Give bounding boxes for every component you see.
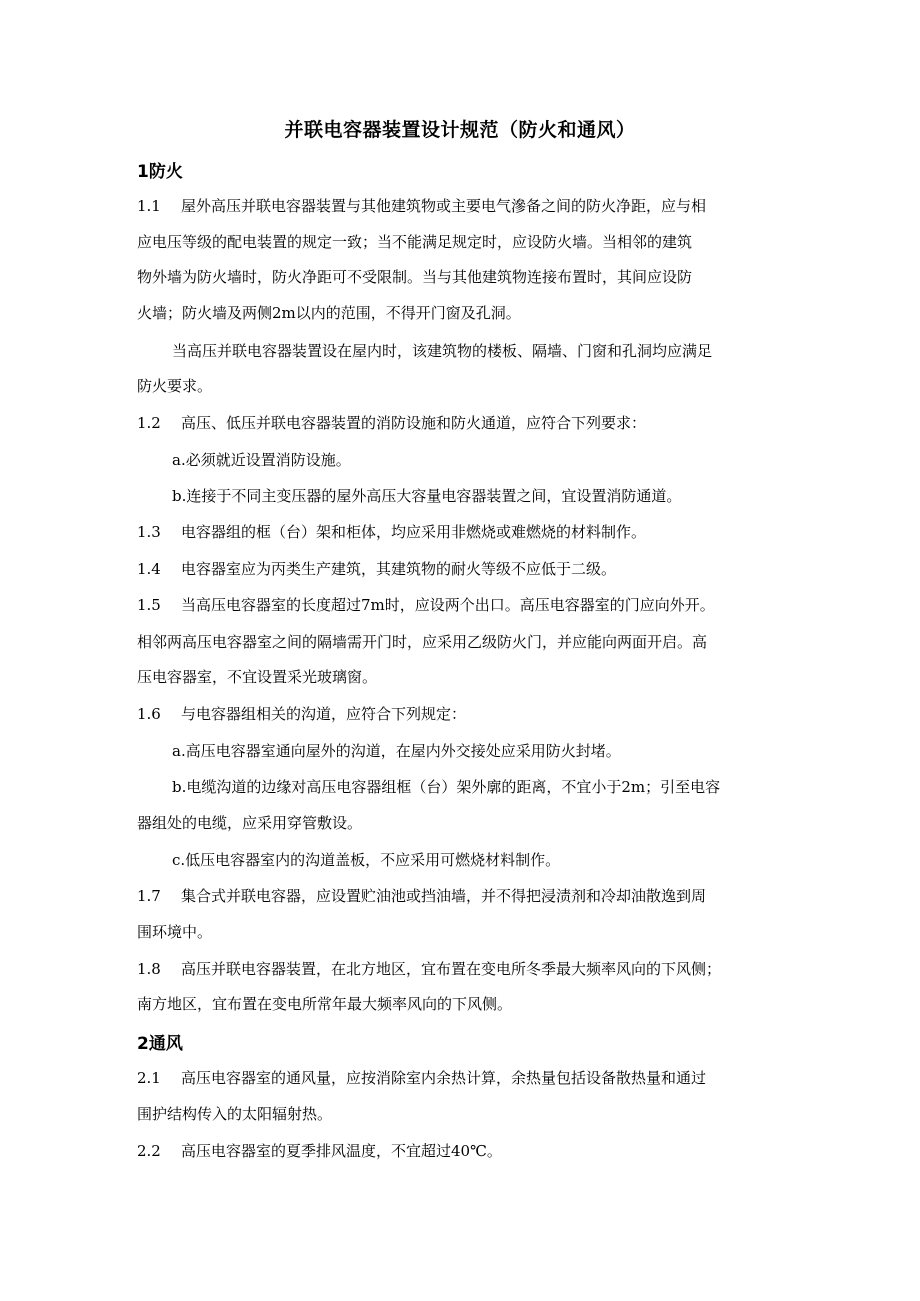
clause-1-2-item-b: b.连接于不同主变压器的屋外高压大容量电容器装置之间，宜设置消防通道。 xyxy=(172,487,682,505)
clause-text: 电容器室应为丙类生产建筑，其建筑物的耐火等级不应低于二级。 xyxy=(181,560,617,578)
clause-1-8 xyxy=(137,959,721,979)
clause-1-8-cont: 南方地区，宜布置在变电所常年最大频率风向的下风侧。 xyxy=(137,995,513,1013)
clause-number: 1.4 xyxy=(137,560,161,578)
clause-1-6-item-a: a.高压电容器室通向屋外的沟道，在屋内外交接处应采用防火封堵。 xyxy=(172,742,621,760)
clause-1-6-item-b-cont: 器组处的电缆，应采用穿管敷设。 xyxy=(137,814,363,832)
clause-1-1-para-2: 当高压并联电容器装置设在屋内时，该建筑物的楼板、隔墙、门窗和孔洞均应满足 xyxy=(172,342,713,360)
clause-1-1-cont-3: 火墙；防火墙及两侧2m以内的范围，不得开门窗及孔洞。 xyxy=(137,304,521,322)
clause-text: 集合式并联电容器，应设置贮油池或挡油墙，并不得把浸渍剂和冷却油散逸到周 xyxy=(181,887,707,905)
clause-2-2 xyxy=(137,1141,502,1161)
section-heading-ventilation: 2通风 xyxy=(137,1034,183,1054)
clause-text: 高压电容器室的通风量，应按消除室内余热计算，余热量包括设备散热量和通过 xyxy=(181,1069,707,1087)
clause-number: 1.6 xyxy=(137,705,161,723)
clause-1-5 xyxy=(137,595,715,615)
clause-1-2-item-a: a.必须就近设置消防设施。 xyxy=(172,451,351,469)
clause-1-1-para-2-cont: 防火要求。 xyxy=(137,377,213,395)
clause-1-3 xyxy=(137,522,646,542)
clause-1-7 xyxy=(137,886,706,906)
clause-1-6-item-b: b.电缆沟道的边缘对高压电容器组框（台）架外廓的距离，不宜小于2m；引至电容 xyxy=(172,778,721,796)
clause-text: 电容器组的框（台）架和柜体，均应采用非燃烧或难燃烧的材料制作。 xyxy=(181,523,647,541)
clause-1-4 xyxy=(137,559,616,579)
clause-number: 2.2 xyxy=(137,1142,161,1160)
clause-text: 高压、低压并联电容器装置的消防设施和防火通道，应符合下列要求： xyxy=(181,414,647,432)
clause-text: 屋外高压并联电容器装置与其他建筑物或主要电气滲备之间的防火净距，应与相 xyxy=(181,197,707,215)
clause-2-1 xyxy=(137,1068,706,1088)
clause-1-6-item-c: c.低压电容器室内的沟道盖板，不应采用可燃烧材料制作。 xyxy=(172,851,561,869)
clause-text: 高压电容器室的夏季排风温度，不宜超过40℃。 xyxy=(181,1142,502,1160)
clause-text: 高压并联电容器装置，在北方地区，宜布置在变电所冬季最大频率风向的下风侧； xyxy=(181,960,722,978)
clause-1-1-cont-1: 应电压等级的配电装置的规定一致；当不能满足规定时，应设防火墙。当相邻的建筑 xyxy=(137,233,693,251)
clause-1-6 xyxy=(137,704,466,724)
clause-number: 1.3 xyxy=(137,523,161,541)
clause-number: 2.1 xyxy=(137,1069,161,1087)
clause-1-1 xyxy=(137,196,706,216)
clause-number: 1.2 xyxy=(137,414,161,432)
clause-text: 与电容器组相关的沟道，应符合下列规定： xyxy=(181,705,467,723)
clause-2-1-cont: 围护结构传入的太阳辐射热。 xyxy=(137,1105,333,1123)
clause-number: 1.7 xyxy=(137,887,161,905)
clause-1-5-cont-1: 相邻两高压电容器室之间的隔墙需开门时，应采用乙级防火门，并应能向两面开启。高 xyxy=(137,633,708,651)
clause-1-5-cont-2: 压电容器室，不宜设置采光玻璃窗。 xyxy=(137,668,378,686)
clause-text: 当高压电容器室的长度超过7m时，应设两个出口。高压电容器室的门应向外开。 xyxy=(181,596,715,614)
clause-number: 1.1 xyxy=(137,197,161,215)
clause-1-7-cont: 围环境中。 xyxy=(137,923,213,941)
clause-1-2 xyxy=(137,413,646,433)
clause-1-1-cont-2: 物外墙为防火墙时，防火净距可不受限制。当与其他建筑物连接布置时，其间应设防 xyxy=(137,268,693,286)
clause-number: 1.8 xyxy=(137,960,161,978)
clause-number: 1.5 xyxy=(137,596,161,614)
section-heading-fire: 1防火 xyxy=(137,162,183,182)
document-title: 并联电容器装置设计规范（防火和通风） xyxy=(284,119,636,141)
